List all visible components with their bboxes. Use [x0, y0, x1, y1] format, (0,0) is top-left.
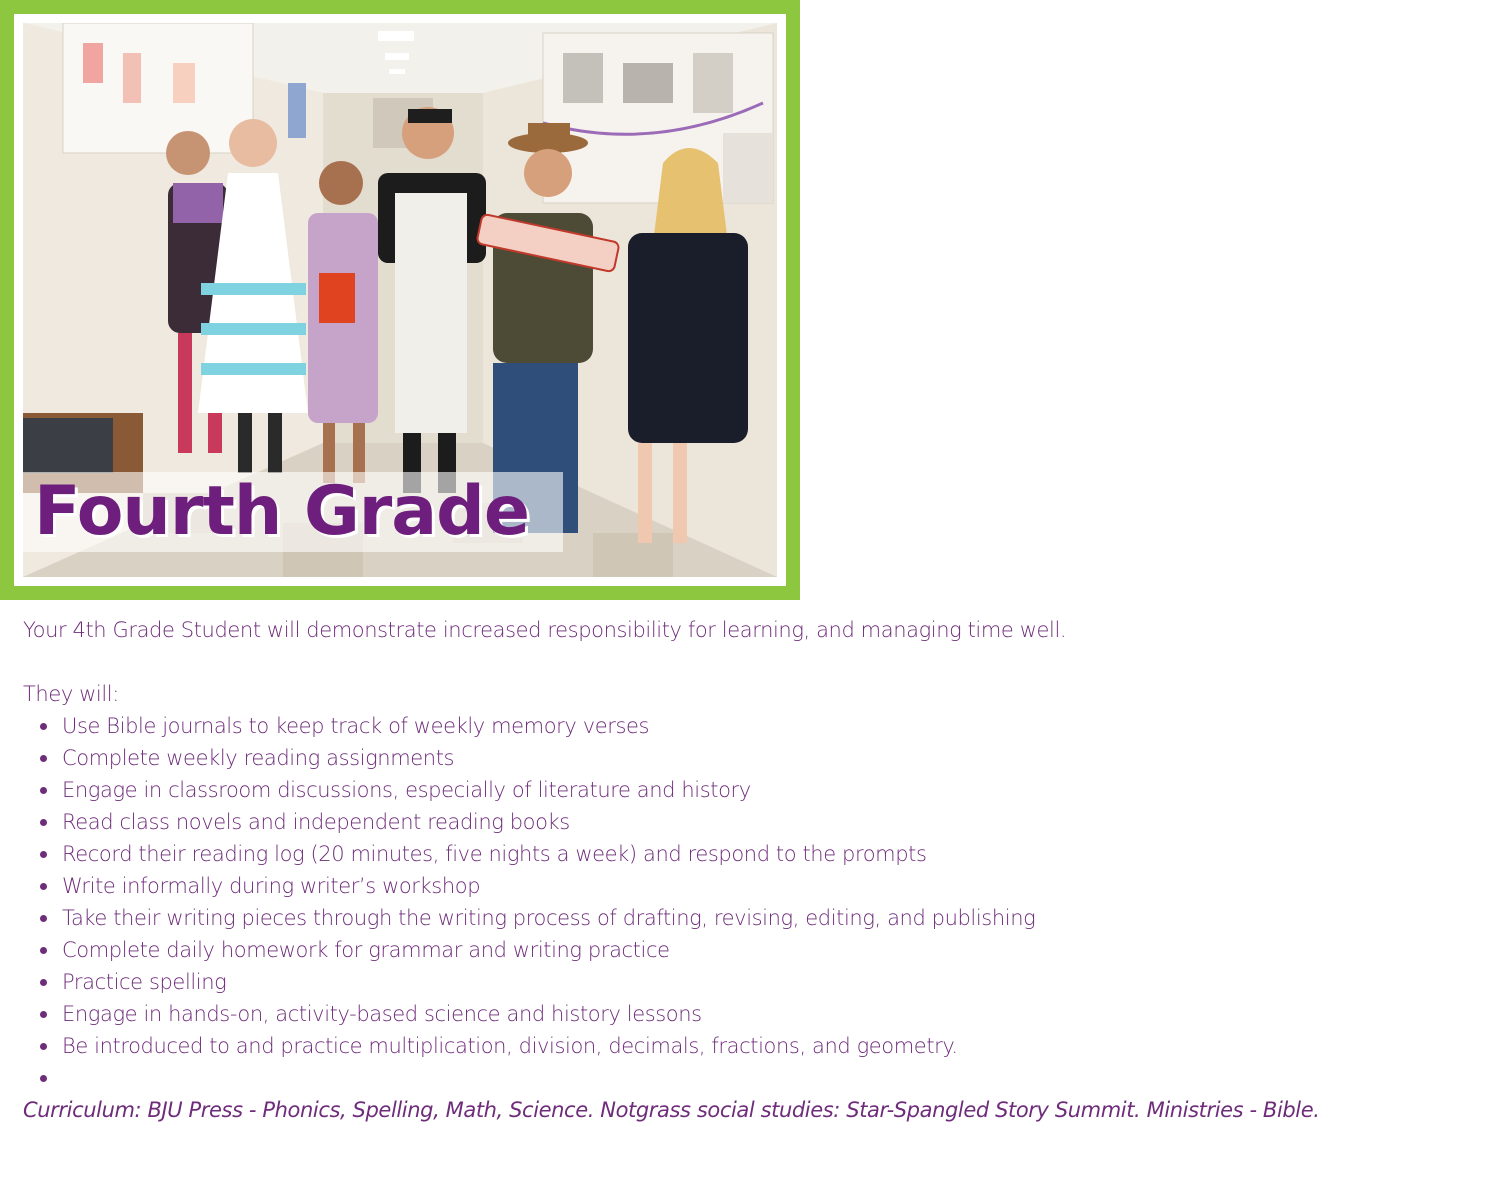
bullet-icon: [40, 819, 47, 826]
grade-description: [23, 614, 1463, 1126]
list-item-text: Complete daily homework for grammar and writing practice: [62, 938, 670, 962]
list-item-text: Use Bible journals to keep track of weekly memory verses: [62, 714, 650, 738]
bullet-icon: [40, 947, 47, 954]
expectations-list: [23, 710, 1463, 1094]
list-lead-text: They will:: [23, 682, 119, 706]
hero-banner: [0, 0, 800, 600]
list-item: [23, 902, 1463, 934]
list-item: [23, 870, 1463, 902]
bullet-icon: [40, 883, 47, 890]
list-item: [23, 1062, 1463, 1094]
list-item-text: Complete weekly reading assignments: [62, 746, 455, 770]
list-item: [23, 966, 1463, 998]
list-item: [23, 998, 1463, 1030]
list-item-text: Read class novels and independent reading books: [62, 810, 570, 834]
list-item-text: Take their writing pieces through the writing process of drafting, revising, editing, and publishing: [62, 906, 1036, 930]
list-item: [23, 742, 1463, 774]
list-item: [23, 710, 1463, 742]
bullet-icon: [40, 1043, 47, 1050]
list-item: [23, 806, 1463, 838]
bullet-icon: [40, 1011, 47, 1018]
list-item-text: Engage in classroom discussions, especially of literature and history: [62, 778, 751, 802]
bullet-icon: [40, 787, 47, 794]
intro-text: Your 4th Grade Student will demonstrate increased responsibility for learning, and managing time well.: [23, 618, 1067, 642]
curriculum-note: Curriculum: BJU Press - Phonics, Spelling, Math, Science. Notgrass social studies: Star-Spangled Story Summit. Ministries - Bible.: [23, 1098, 1320, 1122]
list-item-text: Be introduced to and practice multiplication, division, decimals, fractions, and geometry.: [62, 1034, 958, 1058]
bullet-icon: [40, 755, 47, 762]
bullet-icon: [40, 979, 47, 986]
list-item-text: Write informally during writer’s workshop: [62, 874, 481, 898]
bullet-icon: [40, 851, 47, 858]
list-item: [23, 934, 1463, 966]
page-title: Fourth Grade: [34, 472, 529, 551]
bullet-icon: [40, 1075, 47, 1082]
bullet-icon: [40, 915, 47, 922]
list-item-text: Engage in hands-on, activity-based science and history lessons: [62, 1002, 702, 1026]
list-item: [23, 838, 1463, 870]
bullet-icon: [40, 723, 47, 730]
list-item-text: Record their reading log (20 minutes, five nights a week) and respond to the prompts: [62, 842, 927, 866]
list-item: [23, 774, 1463, 806]
list-item-text: Practice spelling: [62, 970, 227, 994]
list-item: [23, 1030, 1463, 1062]
